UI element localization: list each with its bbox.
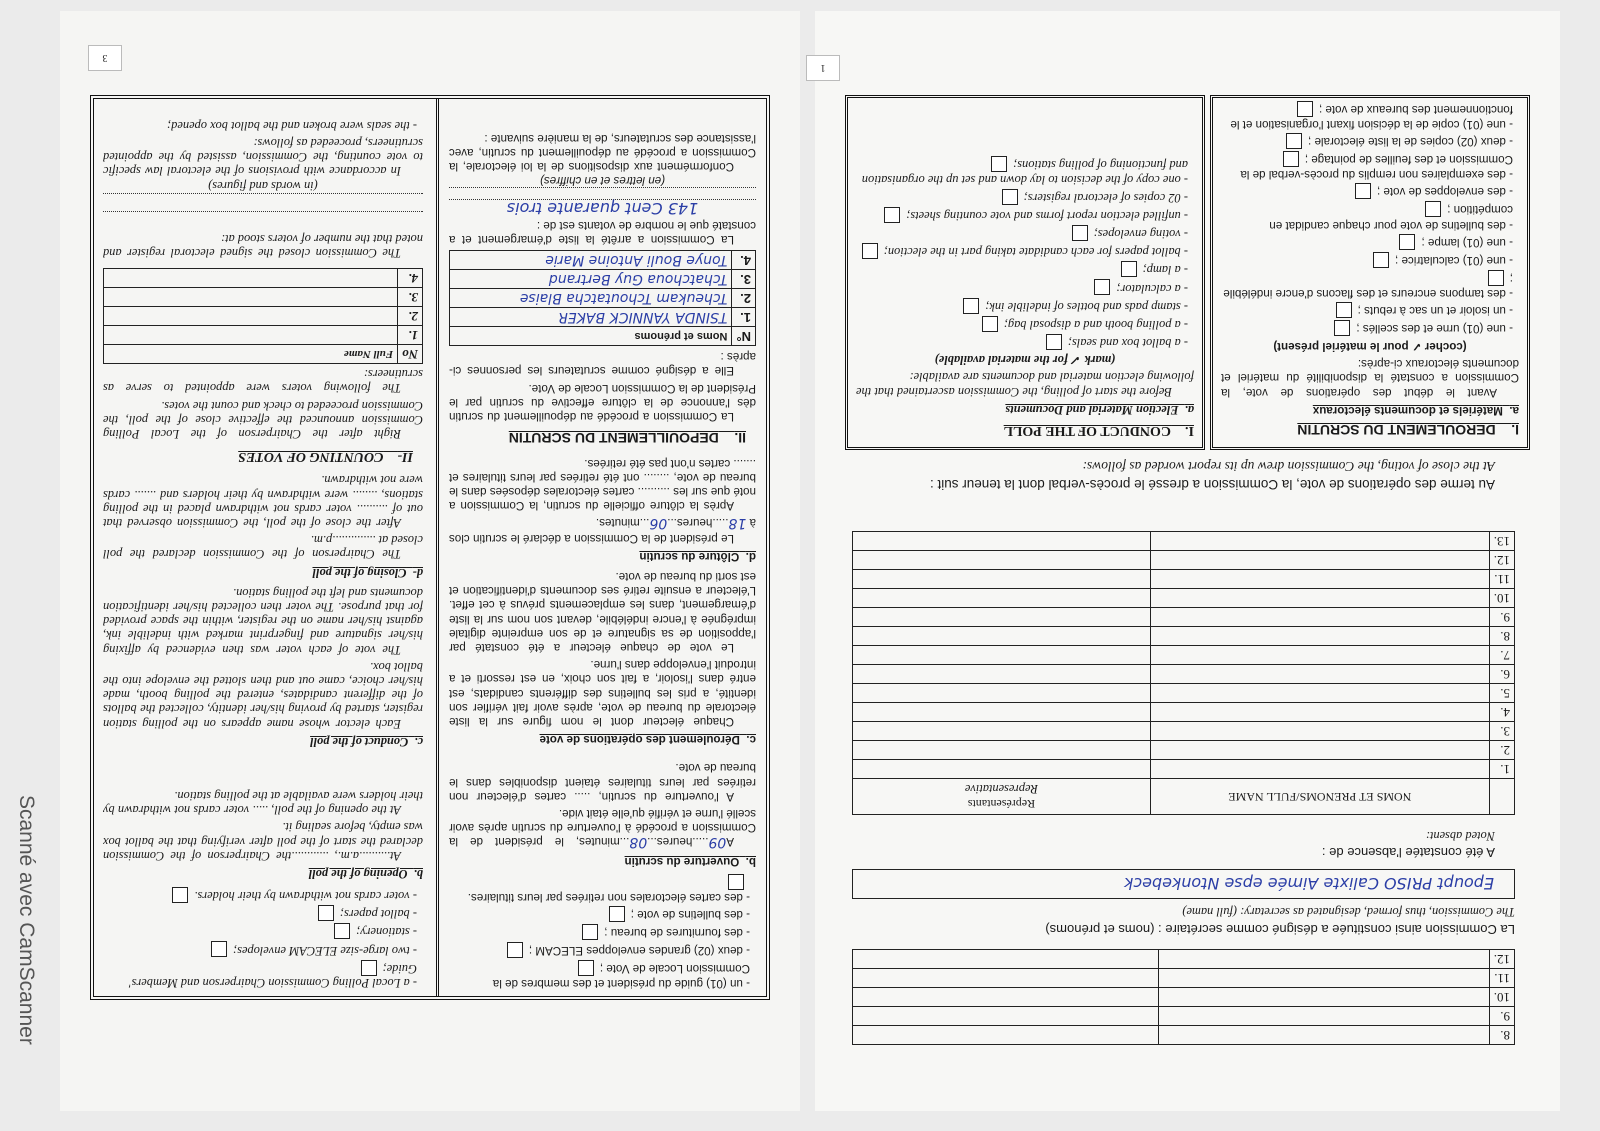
representative-cell[interactable] (853, 551, 1151, 570)
name-cell[interactable] (1158, 1026, 1489, 1045)
checklist-item: - des bulletins de vote pour chaque candidat en compétition ; (1269, 203, 1513, 232)
secretary-label-en: The Commission, thus formed, designated as secretary: (full name) (1182, 905, 1515, 919)
checklist-item: - des exemplaires non remplis du procès-verbal de la Commission et des feuilles de pointage ; (1240, 153, 1513, 182)
checkbox[interactable] (728, 874, 744, 890)
checklist-item: - un (01) guide du président et des membres de la Commission Locale de Vote ; (492, 961, 750, 990)
table-row: 8. (853, 627, 1515, 646)
checklist-item: - une (01) urne et des scellés ; (1221, 320, 1513, 336)
checkbox[interactable] (884, 207, 900, 223)
checklist-item: - des enveloppes de vote ; (1221, 183, 1513, 199)
checkbox[interactable] (1286, 133, 1302, 149)
checkbox[interactable] (1373, 252, 1389, 268)
checkbox[interactable] (1399, 234, 1415, 250)
signature-cell[interactable] (853, 988, 1159, 1007)
checklist-item: - des fournitures de bureau ; (449, 924, 750, 940)
name-cell[interactable] (1150, 551, 1489, 570)
checklist-item: - stationery; (103, 923, 417, 939)
checkbox[interactable] (991, 156, 1007, 172)
representative-cell[interactable] (853, 722, 1151, 741)
representative-cell[interactable] (853, 627, 1151, 646)
english-column: - a Local Polling Commission Chairperson and Members' Guide; - two large-size ELECAM envelopes; - stationery; - ballot papers; - voter cards not withdrawn by their holders. b. Opening of the poll At..........a.m., ............the Chairperson of the Commission declared the start of the poll after verifying that the ballot box was empty, before sealing it. At the opening of the poll, ..... voter cards not withdrawn by their holders were available at the polling station. c. Conduct of the poll Each elector whose name appears on the polling station register, started by proving his/her identity, collected the ballots of the different candidates, entered the polling booth, made his/her choice, came out and then slotted the envelope into the ballot box. The vote of each voter was then evidenced by affixing his/her signature and fingerprint marked with indelible ink, against his/her name on the register, within the space provided for that purpose. The voter then collected his/her identification documents and left the polling station. d- Closing of the poll The Chairperson of the Commission declared the poll closed at ..............p.m. After the close of the poll, the Commission observed that out of .......... voter cards not withdrawn placed in the polling stations, ........ were withdrawn by their holders and ....... cards were not withdrawn. II- COUNTING OF VOTES Right after the Chairperson of the Local Polling Commission announced the effective close of the poll, the Commission proceeded to check and count the votes. The following voters were appointed to serve as scrutineers: No Full Name 1. 2. 3. 4. The Commission closed the signed electoral register and noted that the number of voters stood at: (in words and figures) In accordance with provisions of the electoral law specific to vote counting, the Commission, assisted by the appointed scrutineers, proceeded as follows: - the seals were broken and the ballot box opened; (103, 118, 423, 990)
signature-cell[interactable] (853, 950, 1159, 969)
checklist-item: - des cartes électorales non retirées par leurs titulaires. (449, 874, 750, 904)
checklist-item: - un isoloir et un sac à rebuts ; (1221, 302, 1513, 318)
checklist-item: - unfilled election report forms and vote counting sheets; (856, 207, 1188, 223)
checklist-item: - one copy of the decision to lay down and set up the organisation and functioning of polling stations; (856, 156, 1188, 186)
table-row: 1. (104, 325, 423, 344)
checkbox[interactable] (318, 905, 334, 921)
checklist-item: - ballot papers; (103, 905, 417, 921)
scrutineer-name-field[interactable]: Tonye Bouli Antoine Marie (450, 251, 732, 270)
table-row: 12. (853, 950, 1515, 969)
section-title: DEROULEMENT DU SCRUTIN (1297, 422, 1496, 438)
name-cell[interactable] (1158, 950, 1489, 969)
members-table-continued (852, 949, 1515, 1045)
representative-cell[interactable] (853, 760, 1151, 779)
page-number: 1 (806, 55, 840, 81)
checkbox[interactable] (1488, 270, 1504, 286)
checklist-item: - des bulletins de vote ; (449, 906, 750, 922)
checklist-item: - une (01) copie de la décision fixant l'organisation et le fonctionnement des bureaux de vote ; (1230, 102, 1513, 132)
checkbox[interactable] (361, 960, 377, 976)
checklist-item: - stamp pads and bottles of indelible ink; (856, 298, 1188, 314)
scrutineer-name-field[interactable] (104, 306, 398, 325)
table-row: 4. (104, 268, 423, 287)
name-cell[interactable] (1158, 1007, 1489, 1026)
checkbox[interactable] (1072, 225, 1088, 241)
name-cell[interactable] (1150, 646, 1489, 665)
checkbox[interactable] (578, 960, 594, 976)
checklist-item: - une (01) calculatrice ; (1221, 252, 1513, 268)
checklist-item: - deux (02) copies de la liste électorale ; (1221, 133, 1513, 149)
checkbox[interactable] (1334, 320, 1350, 336)
table-row: 3. Tchatchoua Guy Bertrand (450, 270, 756, 289)
representative-cell[interactable] (853, 646, 1151, 665)
checklist-item: - a polling booth and a disposal bag; (856, 316, 1188, 332)
name-cell[interactable] (1150, 684, 1489, 703)
checklist-item: - une (01) lampe ; (1221, 234, 1513, 250)
representatives-table (852, 531, 1515, 815)
camscanner-watermark: Scanné avec CamScanner (15, 795, 38, 1045)
checkbox[interactable] (982, 316, 998, 332)
checklist-item: - a ballot box and seals; (856, 334, 1188, 350)
checkbox[interactable] (582, 924, 598, 940)
table-row: 9. (853, 608, 1515, 627)
table-row: 2. (104, 306, 423, 325)
name-cell[interactable] (1158, 988, 1489, 1007)
name-cell[interactable] (1150, 741, 1489, 760)
table-row: 10. (853, 988, 1515, 1007)
voters-count-field[interactable]: 143 Cent quarante trois (449, 199, 756, 214)
signature-cell[interactable] (853, 1026, 1159, 1045)
right-page (60, 11, 800, 1111)
table-row: 8. (853, 1026, 1515, 1045)
name-cell[interactable] (1150, 665, 1489, 684)
closing-minute-field[interactable]: 06 (649, 515, 668, 532)
checklist-item: - ballot papers for each candidate taking part in the election; (856, 243, 1188, 259)
procedure-box (90, 95, 770, 1000)
scrutineer-name-field[interactable] (104, 287, 398, 306)
name-cell[interactable] (1150, 532, 1489, 551)
checkbox[interactable] (1046, 334, 1062, 350)
absence-label-en: Noted absent: (1425, 829, 1495, 843)
checklist-item: - deux (02) grandes enveloppes ELECAM ; (449, 942, 750, 958)
section-title: CONDUCT OF THE POLL (1003, 423, 1172, 438)
table-row: 10. (853, 589, 1515, 608)
scrutineer-name-field[interactable]: Tchatchoua Guy Bertrand (450, 270, 732, 289)
name-cell[interactable] (1150, 722, 1489, 741)
table-row: 5. (853, 684, 1515, 703)
table-row: 1. (853, 760, 1515, 779)
scrutineer-name-field[interactable]: TSINDA YANNICK BAKER (450, 308, 732, 327)
checklist-item: - voter cards not withdrawn by their holders. (103, 887, 417, 903)
table-row: 7. (853, 646, 1515, 665)
checkbox[interactable] (1336, 302, 1352, 318)
checklist-item: - a calculator; (856, 279, 1188, 295)
left-page (815, 11, 1560, 1111)
checkbox[interactable] (334, 923, 350, 939)
table-row: 6. (853, 665, 1515, 684)
checkbox[interactable] (1297, 101, 1313, 117)
name-cell[interactable] (1150, 627, 1489, 646)
name-cell[interactable] (1150, 570, 1489, 589)
table-row: 9. (853, 1007, 1515, 1026)
checkbox[interactable] (1425, 201, 1441, 217)
checkbox[interactable] (172, 887, 188, 903)
representative-cell[interactable] (853, 703, 1151, 722)
table-row: 2. Tcheukam Tchoutatcha Blaise (450, 289, 756, 308)
representative-cell[interactable] (853, 570, 1151, 589)
checkbox[interactable] (507, 942, 523, 958)
representative-cell[interactable] (853, 532, 1151, 551)
col-representative: Représentants Representative (853, 779, 1151, 815)
representative-cell[interactable] (853, 684, 1151, 703)
col-full-name: NOMS ET PRENOMS/FULL NAME (1150, 779, 1489, 815)
representative-cell[interactable] (853, 608, 1151, 627)
table-row: 1. TSINDA YANNICK BAKER (450, 308, 756, 327)
checkbox[interactable] (1283, 151, 1299, 167)
checkbox[interactable] (1094, 279, 1110, 295)
signature-cell[interactable] (853, 969, 1159, 988)
table-row: 13. (853, 532, 1515, 551)
report-intro-fr: Au terme des opérations de vote, la Commission a dressé le procès-verbal dont la teneur suit : (929, 477, 1495, 492)
material-box-en: I. CONDUCT OF THE POLL a. Election Material and Documents Before the start of polling, the Commission ascertained that the following election material and documents are available: (mark ✓ for the material available) - a ballot box and seals; - a polling booth and a disposal bag; - stamp pads and bottles of indelible ink; - a calculator; - a lamp; - ballot papers for each candidate taking part in the election; - voting envelopes; - unfilled election report forms and vote counting sheets; - 02 copies of electoral registers; - one copy of the decision to lay down and set up the organisation and functioning of polling stations; (845, 95, 1205, 450)
name-cell[interactable] (1150, 589, 1489, 608)
checklist-item: - 02 copies of electoral registers; (856, 189, 1188, 205)
opening-minute-field[interactable]: 08 (629, 834, 648, 851)
checkbox[interactable] (1355, 183, 1371, 199)
secretary-name-field[interactable]: Epoupt PRISO Calixte Aimée epse Ntonkebeck (852, 869, 1515, 899)
report-intro-en: At the close of voting, the Commission drew up its report worded as follows: (1082, 459, 1495, 474)
name-cell[interactable] (1150, 760, 1489, 779)
scrutineer-name-field[interactable] (104, 268, 398, 287)
representative-cell[interactable] (853, 665, 1151, 684)
closing-hour-field[interactable]: 18 (728, 515, 747, 532)
checklist-item: - a lamp; (856, 261, 1188, 277)
checklist-item: - des tampons encreurs et des flacons d'encre indélébile ; (1223, 271, 1513, 300)
table-row: 2. (853, 741, 1515, 760)
table-row: 4. Tonye Bouli Antoine Marie (450, 251, 756, 270)
table-row: 12. (853, 551, 1515, 570)
secretary-label-fr: La Commission ainsi constituée a désigné comme secrétaire : (noms et prénoms) (1045, 922, 1515, 937)
table-row: 4. (853, 703, 1515, 722)
name-cell[interactable] (1150, 703, 1489, 722)
checklist-item: - two large-size ELECAM envelopes; (103, 941, 417, 957)
page-number: 3 (88, 45, 122, 71)
representative-cell[interactable] (853, 589, 1151, 608)
table-row: 3. (853, 722, 1515, 741)
table-row: 3. (104, 287, 423, 306)
signature-cell[interactable] (853, 1007, 1159, 1026)
checkbox[interactable] (211, 941, 227, 957)
checklist-item: - voting envelopes; (856, 225, 1188, 241)
material-box-fr: I. DEROULEMENT DU SCRUTIN a. Matériels et documents électoraux Avant le début des opérations de vote, la Commission a constaté la disponibilité du matériel et documents électoraux ci-après: (cocher ✓ pour le matériel présent) - une (01) urne et des scellés ; - un isoloir et un sac à rebuts ; - des tampons encreurs et des flacons d'encre indélébile ; - une (01) calculatrice ; - une (01) lampe ; - des bulletins de vote pour chaque candidat en compétition ; - des enveloppes de vote ; - des exemplaires non remplis du procès-verbal de la Commission et des feuilles de pointage ; - deux (02) copies de la liste électorale ; - une (01) copie de la décision fixant l'organisation et le fonctionnement des bureaux de vote ; (1210, 95, 1530, 450)
checkbox[interactable] (1002, 189, 1018, 205)
french-column: - un (01) guide du président et des membres de la Commission Locale de Vote ; - deux (02) grandes enveloppes ELECAM ; - des fournitures de bureau ; - des bulletins de vote ; - des cartes électorales non retirées par leurs titulaires. b. Ouverture du scrutin A09.....heures...08...minutes, le président de la Commission a procédé à l'ouverture du scrutin après avoir scellé l'urne et vérifié qu'elle était vide. A l'ouverture du scrutin, ..... cartes d'électeur non retirées par leurs titulaires étaient disponibles dans le bureau de vote. c. Déroulement des opérations de vote Chaque électeur dont le nom figure sur la liste électorale du bureau de vote, après avoir fait vérifier son identité, a pris les bulletins des différents candidats, est entré dans l'isoloir, a fait son choix, en est ressorti et a introduit l'enveloppe dans l'urne. Le vote de chaque électeur a été constaté par l'apposition de sa signature et de son empreinte digitale imprégnée à l'encre indélébile, devant son nom sur la liste d'émargement, dans les emplacements prévus à cet effet. L'électeur a ensuite retiré ses documents d'identification et est sorti du bureau de vote. d. Clôture du scrutin Le président de la Commission a déclaré le scrutin clos à 18.....heures...06...minutes. Après la clôture officielle du scrutin, la Commission a noté que sur les .......... cartes électorales déposées dans le bureau de vote, ........ ont été retirées par leurs titulaires et ....... cartes n'ont pas été retirées. II. DEPOUILLEMENT DU SCRUTIN La Commission a procédé au dépouillement du scrutin dès l'annonce de la clôture effective du scrutin par le Président de la Commission Locale de Vote. Elle a désigné comme scrutateurs les personnes ci-après : N° Noms et prénoms 1. TSINDA YANNICK BAKER 2. Tcheukam Tchoutatcha Blaise 3. Tchatchoua Guy Bertrand 4. Tonye Bouli Antoine Marie La Commission a arrêté la liste d'émargement et a constaté que le nombre de votants est de : 143 Cent quarante trois (en lettres et en chiffres) Conformément aux dispositions de la loi électorale, la Commission a procédé au dépouillement du scrutin, avec l'assistance des scrutateurs, de la manière suivante : (436, 99, 766, 996)
absence-label-fr: A été constatée l'absence de : (1321, 845, 1495, 860)
opening-hour-field[interactable]: 09 (708, 834, 727, 851)
name-cell[interactable] (1158, 969, 1489, 988)
scrutineer-name-field[interactable]: Tcheukam Tchoutatcha Blaise (450, 289, 732, 308)
table-row: 11. (853, 570, 1515, 589)
representative-cell[interactable] (853, 741, 1151, 760)
checkbox[interactable] (1121, 261, 1137, 277)
scrutineer-name-field[interactable] (104, 325, 398, 344)
checkbox[interactable] (609, 906, 625, 922)
name-cell[interactable] (1150, 608, 1489, 627)
table-row: 11. (853, 969, 1515, 988)
checkbox[interactable] (963, 298, 979, 314)
checkbox[interactable] (862, 243, 878, 259)
checklist-item: - a Local Polling Commission Chairperson and Members' Guide; (103, 960, 417, 990)
scrutineers-table-fr: N° Noms et prénoms 1. TSINDA YANNICK BAKER 2. Tcheukam Tchoutatcha Blaise 3. Tchatchoua Guy Bertrand 4. Tonye Bouli Antoine Marie (449, 250, 756, 346)
scrutineers-table-en: No Full Name 1. 2. 3. 4. (103, 268, 423, 364)
